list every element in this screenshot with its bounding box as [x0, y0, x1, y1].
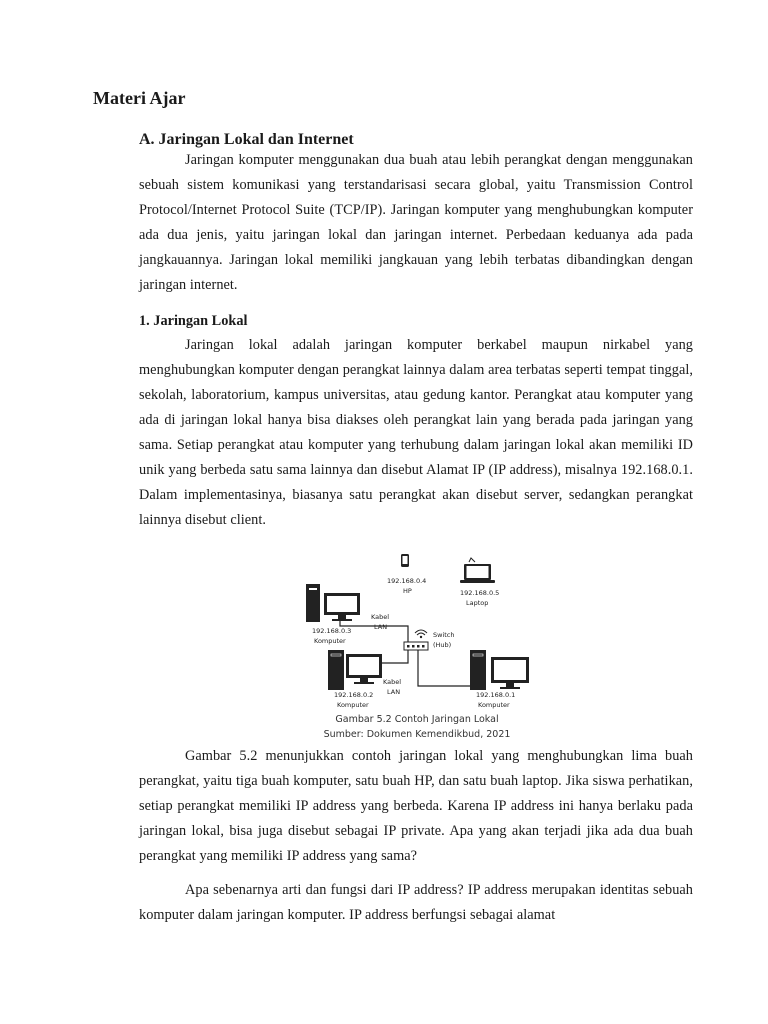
figure-caption: Gambar 5.2 Contoh Jaringan Lokal [335, 714, 499, 725]
hp-ip: 192.168.0.4 [387, 577, 427, 585]
pc1-ip: 192.168.0.1 [476, 691, 516, 699]
cable-pc1 [418, 646, 478, 686]
pc3-ip: 192.168.0.3 [312, 627, 352, 635]
laptop-label: Laptop [466, 599, 489, 607]
switch-label-top: Switch [433, 631, 455, 639]
cable1-label-top: Kabel [371, 613, 390, 621]
laptop-icon [460, 558, 495, 583]
subsection-paragraph: Jaringan lokal adalah jaringan komputer berkabel maupun nirkabel yang menghubungkan komputer dengan perangkat lainnya dalam area terbatas seperti tempat tinggal, sekolah, laboratorium, kampus universitas, atau gedung kantor. Perangkat atau komputer yang ada di jaringan lokal hanya bisa diakses oleh perangkat lain yang berada pada jaringan yang sama. Setiap perangkat atau komputer yang terhubung dalam jaringan lokal akan memiliki ID unik yang berbeda satu sama lainnya dan disebut Alamat IP (IP address), misalnya 192.168.0.1. Dalam implementasinya, biasanya satu perangkat akan disebut server, sedangkan perangkat lainnya disebut client. [139, 337, 693, 528]
ip-address-paragraph: Apa sebenarnya arti dan fungsi dari IP address? IP address merupakan identitas sebuah komputer dalam jaringan komputer. IP address berfungsi sebagai alamat [139, 882, 693, 923]
hp-label: HP [403, 587, 412, 595]
figure-source: Sumber: Dokumen Kemendikbud, 2021 [323, 729, 511, 740]
document-title: Materi Ajar [93, 88, 186, 108]
laptop-ip: 192.168.0.5 [460, 589, 500, 597]
cable2-label-top: Kabel [383, 678, 402, 686]
pc2-label: Komputer [337, 701, 369, 709]
computer-icon [328, 650, 382, 690]
local-network-diagram [300, 546, 534, 716]
cable2-label-bottom: LAN [387, 688, 401, 696]
subsection-heading: 1. Jaringan Lokal [139, 313, 248, 329]
phone-icon [401, 554, 409, 567]
switch-label-bottom: (Hub) [433, 641, 452, 649]
pc3-label: Komputer [314, 637, 346, 645]
pc2-ip: 192.168.0.2 [334, 691, 374, 699]
section-paragraph: Jaringan komputer menggunakan dua buah atau lebih perangkat dengan menggunakan sebuah sistem komunikasi yang terstandarisasi secara global, yaitu Transmission Control Protocol/Internet Protocol Suite (TCP/IP). Jaringan komputer yang menghubungkan komputer ada dua jenis, yaitu jaringan lokal dan jaringan internet. Perbedaan keduanya ada pada jangkauannya. Jaringan lokal memiliki jangkauan yang lebih terbatas dibandingkan dengan jaringan internet. [139, 152, 693, 293]
pc1-label: Komputer [478, 701, 510, 709]
computer-icon [470, 650, 529, 690]
computer-icon [306, 584, 360, 622]
cable1-label-bottom: LAN [374, 623, 388, 631]
figure-explanation-paragraph: Gambar 5.2 menunjukkan contoh jaringan lokal yang menghubungkan lima buah perangkat, yaitu tiga buah komputer, satu buah HP, dan satu buah laptop. Jika siswa perhatikan, setiap perangkat memiliki IP address yang berbeda. Karena IP address ini hanya berlaku pada jaringan lokal, bisa juga disebut sebagai IP private. Apa yang akan terjadi jika ada dua buah perangkat yang memiliki IP address yang sama? [139, 748, 693, 864]
section-heading: A. Jaringan Lokal dan Internet [139, 131, 354, 148]
